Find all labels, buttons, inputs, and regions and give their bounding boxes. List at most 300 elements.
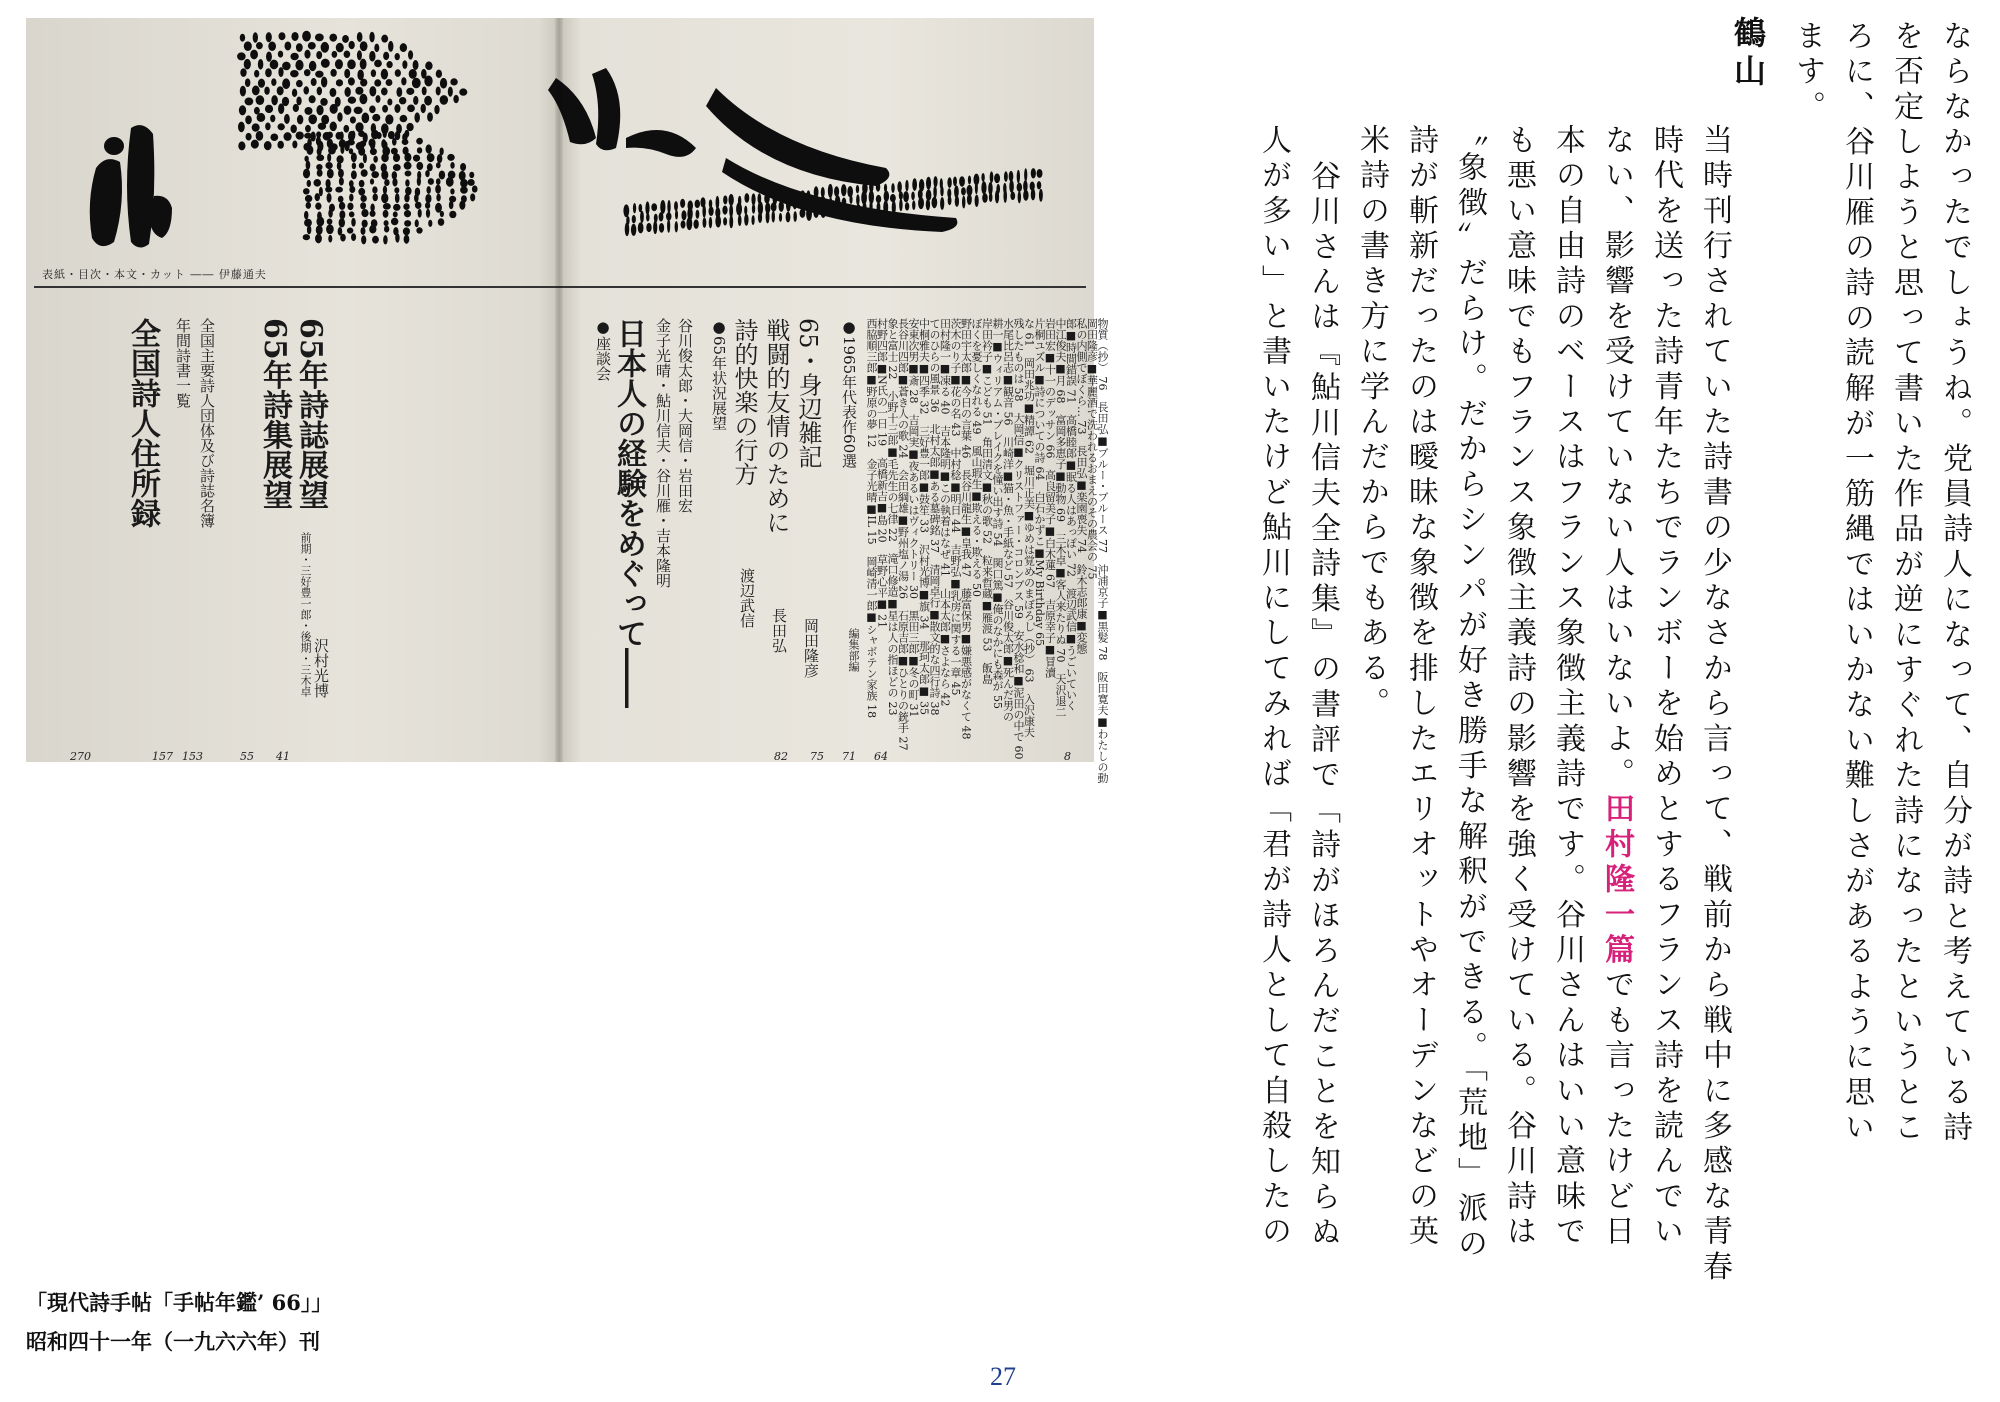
brush-dot [709, 217, 712, 228]
toc-poem-column: 茨木のり子■花の名 43 中村稔■明日 44 吉野弘■乳房に関する一章 45 [949, 318, 962, 696]
brush-dot [404, 194, 409, 202]
brush-dot [955, 196, 959, 207]
brush-dot [415, 202, 422, 209]
brush-dot [360, 195, 366, 202]
brush-dot [284, 114, 290, 124]
brush-dot [391, 218, 398, 225]
brush-dot [414, 194, 419, 203]
brush-dot [758, 212, 762, 223]
brush-dot [373, 156, 378, 163]
brush-dot [1010, 192, 1015, 201]
brush-dot [372, 186, 377, 193]
brush-dot [244, 59, 251, 70]
brush-dot [321, 77, 327, 88]
brush-dot [422, 86, 427, 95]
brush-dot [847, 186, 853, 197]
brush-dot [450, 78, 457, 85]
brush-dot [736, 202, 742, 215]
brush-dot [450, 162, 454, 169]
brush-dot [751, 193, 755, 205]
toc-left-page-3: 153 [182, 750, 203, 763]
brush-dot [268, 41, 276, 51]
brush-dot [702, 205, 706, 218]
brush-dot [472, 185, 478, 192]
brush-dot [828, 184, 833, 198]
brush-dot [237, 52, 246, 60]
brush-dot [399, 97, 406, 104]
brush-dot [303, 188, 310, 194]
highlight-tamura-link[interactable]: 田村隆一篇 [1599, 792, 1634, 969]
brush-dot [402, 60, 407, 69]
brush-dot [240, 34, 245, 42]
brush-dot [277, 141, 283, 149]
toc-left-page-4: 157 [152, 750, 173, 763]
brush-dot [344, 69, 350, 79]
brush-dot [834, 186, 839, 196]
brush-dot [278, 51, 283, 58]
toc-poem-column: 中江俊夫■月 68 富岡多恵子■動物 69 三木卓■客人来たりぬ 70 天沢退二 [1054, 318, 1067, 718]
brush-dot [369, 106, 376, 114]
brush-dot [316, 51, 322, 59]
brush-dot [426, 144, 432, 153]
brush-dot [425, 170, 429, 177]
brush-dot [926, 189, 932, 200]
brush-dot [1003, 189, 1007, 203]
brush-dot [252, 123, 260, 131]
brush-dot [723, 217, 727, 225]
body-col-12: 米詩の書き方に学んだからでもある。 [1354, 124, 1389, 723]
brush-dot [339, 218, 345, 227]
brush-dot [653, 221, 657, 234]
brush-dot [631, 224, 636, 236]
brush-dot [357, 50, 362, 60]
brush-dot [891, 183, 894, 193]
brush-dot [296, 80, 303, 87]
brush-dot [329, 34, 337, 42]
brush-dot [728, 194, 733, 206]
toc-poem-column: 岸田衿子■こども 51 角田清文■秋の歌 52 粒来哲蔵■雁渡 53 飯島 [980, 318, 994, 685]
brush-dot [271, 78, 276, 86]
brush-dot [660, 200, 665, 214]
brush-dot [793, 211, 797, 222]
brush-dot [708, 206, 713, 216]
brush-dot [428, 220, 432, 227]
brush-dot [381, 170, 388, 180]
brush-dot [270, 133, 278, 141]
brush-dot [975, 195, 979, 207]
brush-dot [437, 154, 442, 163]
brush-dot [856, 185, 859, 193]
brush-dot [308, 114, 317, 124]
brush-dot [911, 191, 915, 200]
brush-dot [244, 41, 252, 51]
brush-dot [932, 197, 938, 209]
brush-dot [961, 187, 966, 195]
brush-dot [449, 211, 456, 218]
brush-dot [403, 203, 409, 210]
body-col-9: も悪い意味でもフランス象徴主義詩の影響を強く受けている。谷川詩は [1501, 124, 1536, 1251]
brush-dot [296, 43, 303, 52]
brush-dot [729, 215, 733, 228]
brush-dot [394, 104, 400, 113]
brush-dot [306, 145, 313, 155]
brush-dot [435, 185, 441, 194]
brush-dot [409, 69, 417, 79]
toc-poem-column: 郎■時間錯誤 71 高橋睦郎■眠る人はあっぽい 72 渡辺武信■うごいていく [1064, 318, 1078, 711]
brush-dot [315, 234, 322, 243]
brush-dot [638, 222, 644, 233]
brush-dot [351, 170, 357, 179]
brush-dot [270, 115, 275, 122]
brush-dot [317, 169, 323, 176]
brush-dot [336, 43, 344, 53]
toc-left-page [70, 318, 536, 763]
brush-dot [1037, 169, 1043, 178]
brush-dot [318, 123, 326, 130]
brush-dot [470, 193, 475, 201]
brush-dot [290, 53, 298, 61]
brush-dot [358, 188, 365, 196]
brush-dot [361, 169, 368, 177]
brush-dot [681, 220, 686, 228]
toc-poem-column: 中桐雅夫■四季 32 三好豊一郎■鼓笙 33 沢村光博■旗 34 那珂太郎■ 35 [917, 318, 931, 715]
brush-dot [339, 210, 345, 219]
brush-dot [240, 68, 246, 77]
brush-dot [254, 70, 259, 78]
brush-dot [338, 227, 343, 235]
body-col-14: 人が多い」と書いたけど鮎川にしてみれば「君が詩人として自殺したの [1256, 124, 1291, 1251]
brush-dot [751, 215, 754, 225]
cover-credit: 表紙・目次・本文・カット ―― 伊藤通夫 [42, 268, 267, 281]
brush-dot [362, 220, 368, 228]
brush-dot [404, 153, 411, 162]
brush-dot [315, 193, 320, 201]
brush-dot [362, 112, 370, 123]
brush-dot [440, 95, 449, 105]
brush-dot [393, 164, 401, 171]
brush-dot [360, 141, 367, 147]
brush-dot [283, 132, 291, 141]
brush-dot [948, 196, 952, 205]
brush-dot [421, 104, 426, 113]
brush-dot [351, 131, 355, 139]
brush-dot [363, 154, 367, 163]
toc-poem-column: 長谷川四郎■蒼き人の歌 24 会田綱雄■野州塩ノ湯 26 石原吉郎■ひとりの銃手 27 [896, 318, 910, 751]
toc-poem-column: 村野四郎■N氏の一日 19 高橋新吉■島 20 草野心平■ 21 [875, 318, 889, 629]
brush-dot [347, 139, 355, 145]
toc-item-2-author: 長田弘 [770, 608, 788, 653]
brush-dot [360, 41, 368, 51]
brush-dot [358, 131, 365, 137]
brush-dot [990, 171, 994, 183]
brush-dot [239, 105, 246, 115]
brush-dot [278, 103, 284, 114]
brush-dot [339, 202, 345, 210]
brush-dot [382, 105, 388, 113]
brush-dot [372, 114, 380, 122]
brush-dot [369, 32, 374, 43]
toc-poem-column: 岡田隆彦■華麗酒で洗われるおまえのその農会の 75 [1085, 318, 1099, 580]
brush-dot [716, 196, 720, 209]
brush-dot [752, 204, 755, 214]
brush-dot [384, 220, 389, 226]
toc-poem-column: 西脇順三郎■野原の夢 12 金子光晴■IL 15 岡崎清一郎■シャボテン家族 18 [865, 318, 878, 719]
brush-dot [381, 35, 388, 43]
brush-dot [962, 196, 965, 209]
brush-dot [306, 202, 312, 209]
brush-dot [240, 86, 246, 97]
brush-dot [371, 69, 376, 77]
toc-poem-column: 残したものは 58 大岡信■クリストファー・コロンブス 59 安水稔和■泥田の中で 60 [1012, 318, 1025, 760]
brush-dot [667, 200, 670, 213]
brush-dot [360, 202, 366, 209]
brush-dot [349, 194, 353, 202]
brush-dot [320, 98, 327, 106]
toc-poem-column: 岩田宏■十一のデッサン 66 高良留美子■白木蓮 67 吉原幸子■冒瀆 [1043, 318, 1057, 678]
brush-dot [336, 155, 343, 163]
brush-dot [340, 234, 346, 242]
brush-dot [403, 227, 410, 235]
brush-dot [245, 115, 252, 124]
brush-dot [436, 194, 440, 202]
brush-dot [344, 87, 350, 97]
brush-dot [940, 197, 944, 210]
brush-dot [304, 69, 311, 76]
brush-dot [296, 131, 304, 139]
brush-dot [330, 104, 338, 114]
brush-dot [425, 194, 431, 203]
brush-dot [450, 188, 454, 194]
brush-dot [395, 69, 401, 77]
brush-dot [370, 164, 376, 172]
body-col-10: 〝象徴〟だらけ。だからシンパが好き勝手な解釈ができる。「荒地」派の [1452, 116, 1487, 1263]
brush-dot [940, 186, 943, 197]
brush-dot [351, 233, 356, 241]
brush-dot [317, 147, 322, 155]
brush-dot [460, 163, 466, 171]
brush-dot [316, 105, 323, 115]
brush-dot [291, 32, 298, 41]
brush-dot [1024, 168, 1027, 181]
brush-dot [953, 177, 957, 187]
brush-dot [968, 175, 971, 184]
brush-dot [779, 213, 782, 222]
brush-dot [404, 220, 411, 227]
brush-dot [405, 187, 412, 196]
body-col-7-text: ない、影響を受けていない人はいないよ。 [1599, 124, 1634, 793]
brush-dot [438, 218, 445, 226]
brush-dot [912, 200, 915, 210]
brush-dot [282, 62, 291, 71]
brush-dot [646, 213, 650, 221]
brush-dot [284, 41, 291, 50]
brush-dot [351, 218, 355, 227]
toc-section-outlook: ●65年状況展望 [710, 318, 728, 431]
brush-dot [396, 87, 402, 97]
brush-dot [325, 162, 332, 169]
brush-dot [436, 70, 442, 78]
brush-dot [384, 179, 389, 186]
brush-dot [374, 79, 381, 86]
brush-dot [315, 71, 323, 78]
brush-dot [328, 235, 332, 243]
body-col-6: 時代を送った詩青年たちでランボーを始めとするフランス詩を読んでい [1648, 124, 1683, 1251]
brush-dot [436, 178, 441, 185]
brush-dot [336, 79, 343, 86]
brush-dot [264, 141, 272, 150]
brush-dot [354, 107, 363, 114]
page-fold [555, 18, 563, 762]
brush-dot [446, 177, 454, 187]
brush-dot [680, 199, 685, 208]
brush-dot [405, 179, 409, 186]
toc-poem-column: 片桐ユズル■詩についての詩 64 白石かずこ■My Birthday 65 [1033, 318, 1046, 647]
brush-dot [424, 96, 432, 106]
body-col-13: 谷川さんは『鮎川信夫全詩集』の書評で「詩がほろんだことを知らぬ [1305, 160, 1340, 1252]
brush-dot [884, 191, 889, 202]
brush-dot [316, 217, 324, 227]
brush-dot [277, 86, 284, 95]
toc-left-item-1-sub: 前期・三好豊一郎・後期・三木卓 [299, 532, 312, 697]
brush-dot [416, 138, 423, 145]
brush-dot [659, 223, 664, 233]
brush-dot [360, 227, 365, 235]
brush-dot [425, 61, 432, 70]
toc-item-2: 戦闘的友情のために [762, 318, 790, 534]
brush-dot [311, 78, 317, 86]
brush-dot [392, 138, 397, 146]
brush-dot [989, 192, 993, 202]
brush-dot [374, 44, 379, 52]
caption-line-2: 昭和四十一年（一九六六年）刊 [26, 1329, 320, 1354]
toc-poem-column: な 61 岡田兆功■精譚 62 堀川正美■ゆめは覚めのまぼろし（抄） 63 入沢康夫 [1022, 318, 1036, 738]
toc-right-page [574, 318, 1109, 784]
toc-left-page-1: 41 [276, 750, 290, 763]
brush-dot [350, 116, 356, 123]
brush-dot [238, 141, 245, 150]
toc-left-item-5: 全国詩人住所録 [125, 318, 160, 528]
brush-dot [256, 95, 265, 105]
brush-dot [325, 186, 332, 192]
toc-left-page-5: 270 [70, 750, 91, 763]
brush-dot [372, 236, 379, 244]
brush-dot [383, 128, 387, 138]
brush-dot [251, 140, 259, 149]
brush-dot [347, 228, 353, 234]
brush-dot [408, 50, 413, 59]
brush-dot [1017, 170, 1020, 183]
brush-dot [369, 51, 375, 62]
brush-dot [460, 186, 468, 194]
brush-dot [981, 181, 986, 194]
brush-dot [695, 200, 701, 208]
brush-dot [404, 210, 411, 217]
brush-dot [982, 193, 988, 203]
brush-dot [245, 97, 254, 105]
brush-dot [918, 197, 924, 209]
brush-dot [387, 98, 392, 105]
brush-dot [309, 61, 317, 71]
brush-dot [1009, 180, 1014, 193]
brush-dot [258, 59, 263, 70]
brush-dot [290, 70, 299, 77]
brush-dot [282, 78, 290, 89]
brush-dot [306, 160, 311, 169]
brush-dot [304, 133, 312, 139]
brush-dot [293, 104, 299, 112]
brush-dot [349, 211, 355, 217]
brush-dot [370, 148, 377, 155]
body-col-5: 当時刊行されていた詩書の少なさから言って、戦前から戦中に多感な青春 [1697, 124, 1732, 1286]
brush-dot [406, 123, 413, 131]
brush-dot [348, 97, 356, 104]
brush-dot [404, 235, 410, 244]
body-col-7 [1594, 124, 1638, 1250]
brush-dot [327, 218, 333, 224]
brush-dot [625, 222, 630, 236]
brush-dot [352, 163, 356, 170]
brush-dot [316, 225, 323, 235]
brush-dot [912, 178, 917, 191]
brush-dot [841, 184, 846, 196]
brush-dot [256, 42, 263, 49]
brush-dot [335, 59, 343, 69]
brush-dot [327, 169, 334, 179]
brush-dot [369, 86, 376, 96]
toc-section-roundtable: ●座談会 [594, 318, 612, 381]
brush-dot [876, 195, 881, 203]
brush-dot [400, 43, 407, 52]
toc-page-4: 75 [810, 750, 824, 763]
brush-dot [328, 209, 333, 218]
brush-dot [849, 195, 852, 204]
brush-dot [316, 154, 324, 161]
brush-dot [926, 199, 930, 211]
brush-dot [469, 172, 474, 178]
brush-dot [1031, 168, 1036, 178]
toc-poem-column: 野田宇太郎■今日の言葉 46 長谷川龍生■皇我 47 藤富保男■嫌悪感がなくて 48 [959, 318, 973, 740]
brush-dot [264, 87, 269, 95]
brush-dot [407, 104, 415, 112]
brush-dot [381, 88, 388, 96]
toc-poem-column: てのひらの風景 36 北村太郎■ある墓碑銘 37 清岡卓行■散文的な四行詩 38 [928, 318, 941, 716]
toc-section-anthology: ●1965年代表作60選 [840, 318, 858, 469]
brush-dot [351, 153, 357, 163]
brush-dot [659, 212, 664, 221]
brush-dot [413, 60, 419, 70]
brush-dot [303, 169, 310, 179]
brush-dot [694, 219, 699, 229]
brush-dot [428, 178, 434, 185]
brush-dot [374, 60, 382, 68]
brush-dot [337, 112, 342, 122]
brush-dot [640, 211, 644, 223]
brush-dot [400, 115, 408, 122]
toc-left-item-2-author: 沢村光博 [312, 638, 330, 698]
brush-dot [392, 178, 397, 187]
brush-dot [404, 162, 412, 170]
toc-item-1: 詩的快楽の行方 [730, 318, 758, 486]
brush-dot [1037, 181, 1041, 189]
brush-dot [947, 177, 951, 188]
brush-dot [404, 130, 409, 138]
brush-dot [744, 214, 748, 226]
brush-dot [786, 212, 791, 223]
toc-poem-column: 耕一■ウィリアム・ブレイクを憧い出す詩 54 関口篤■俺のなかにも森が 55 [991, 318, 1004, 709]
brush-dot [292, 89, 297, 97]
brush-dot [370, 179, 374, 185]
brush-dot [278, 123, 285, 130]
